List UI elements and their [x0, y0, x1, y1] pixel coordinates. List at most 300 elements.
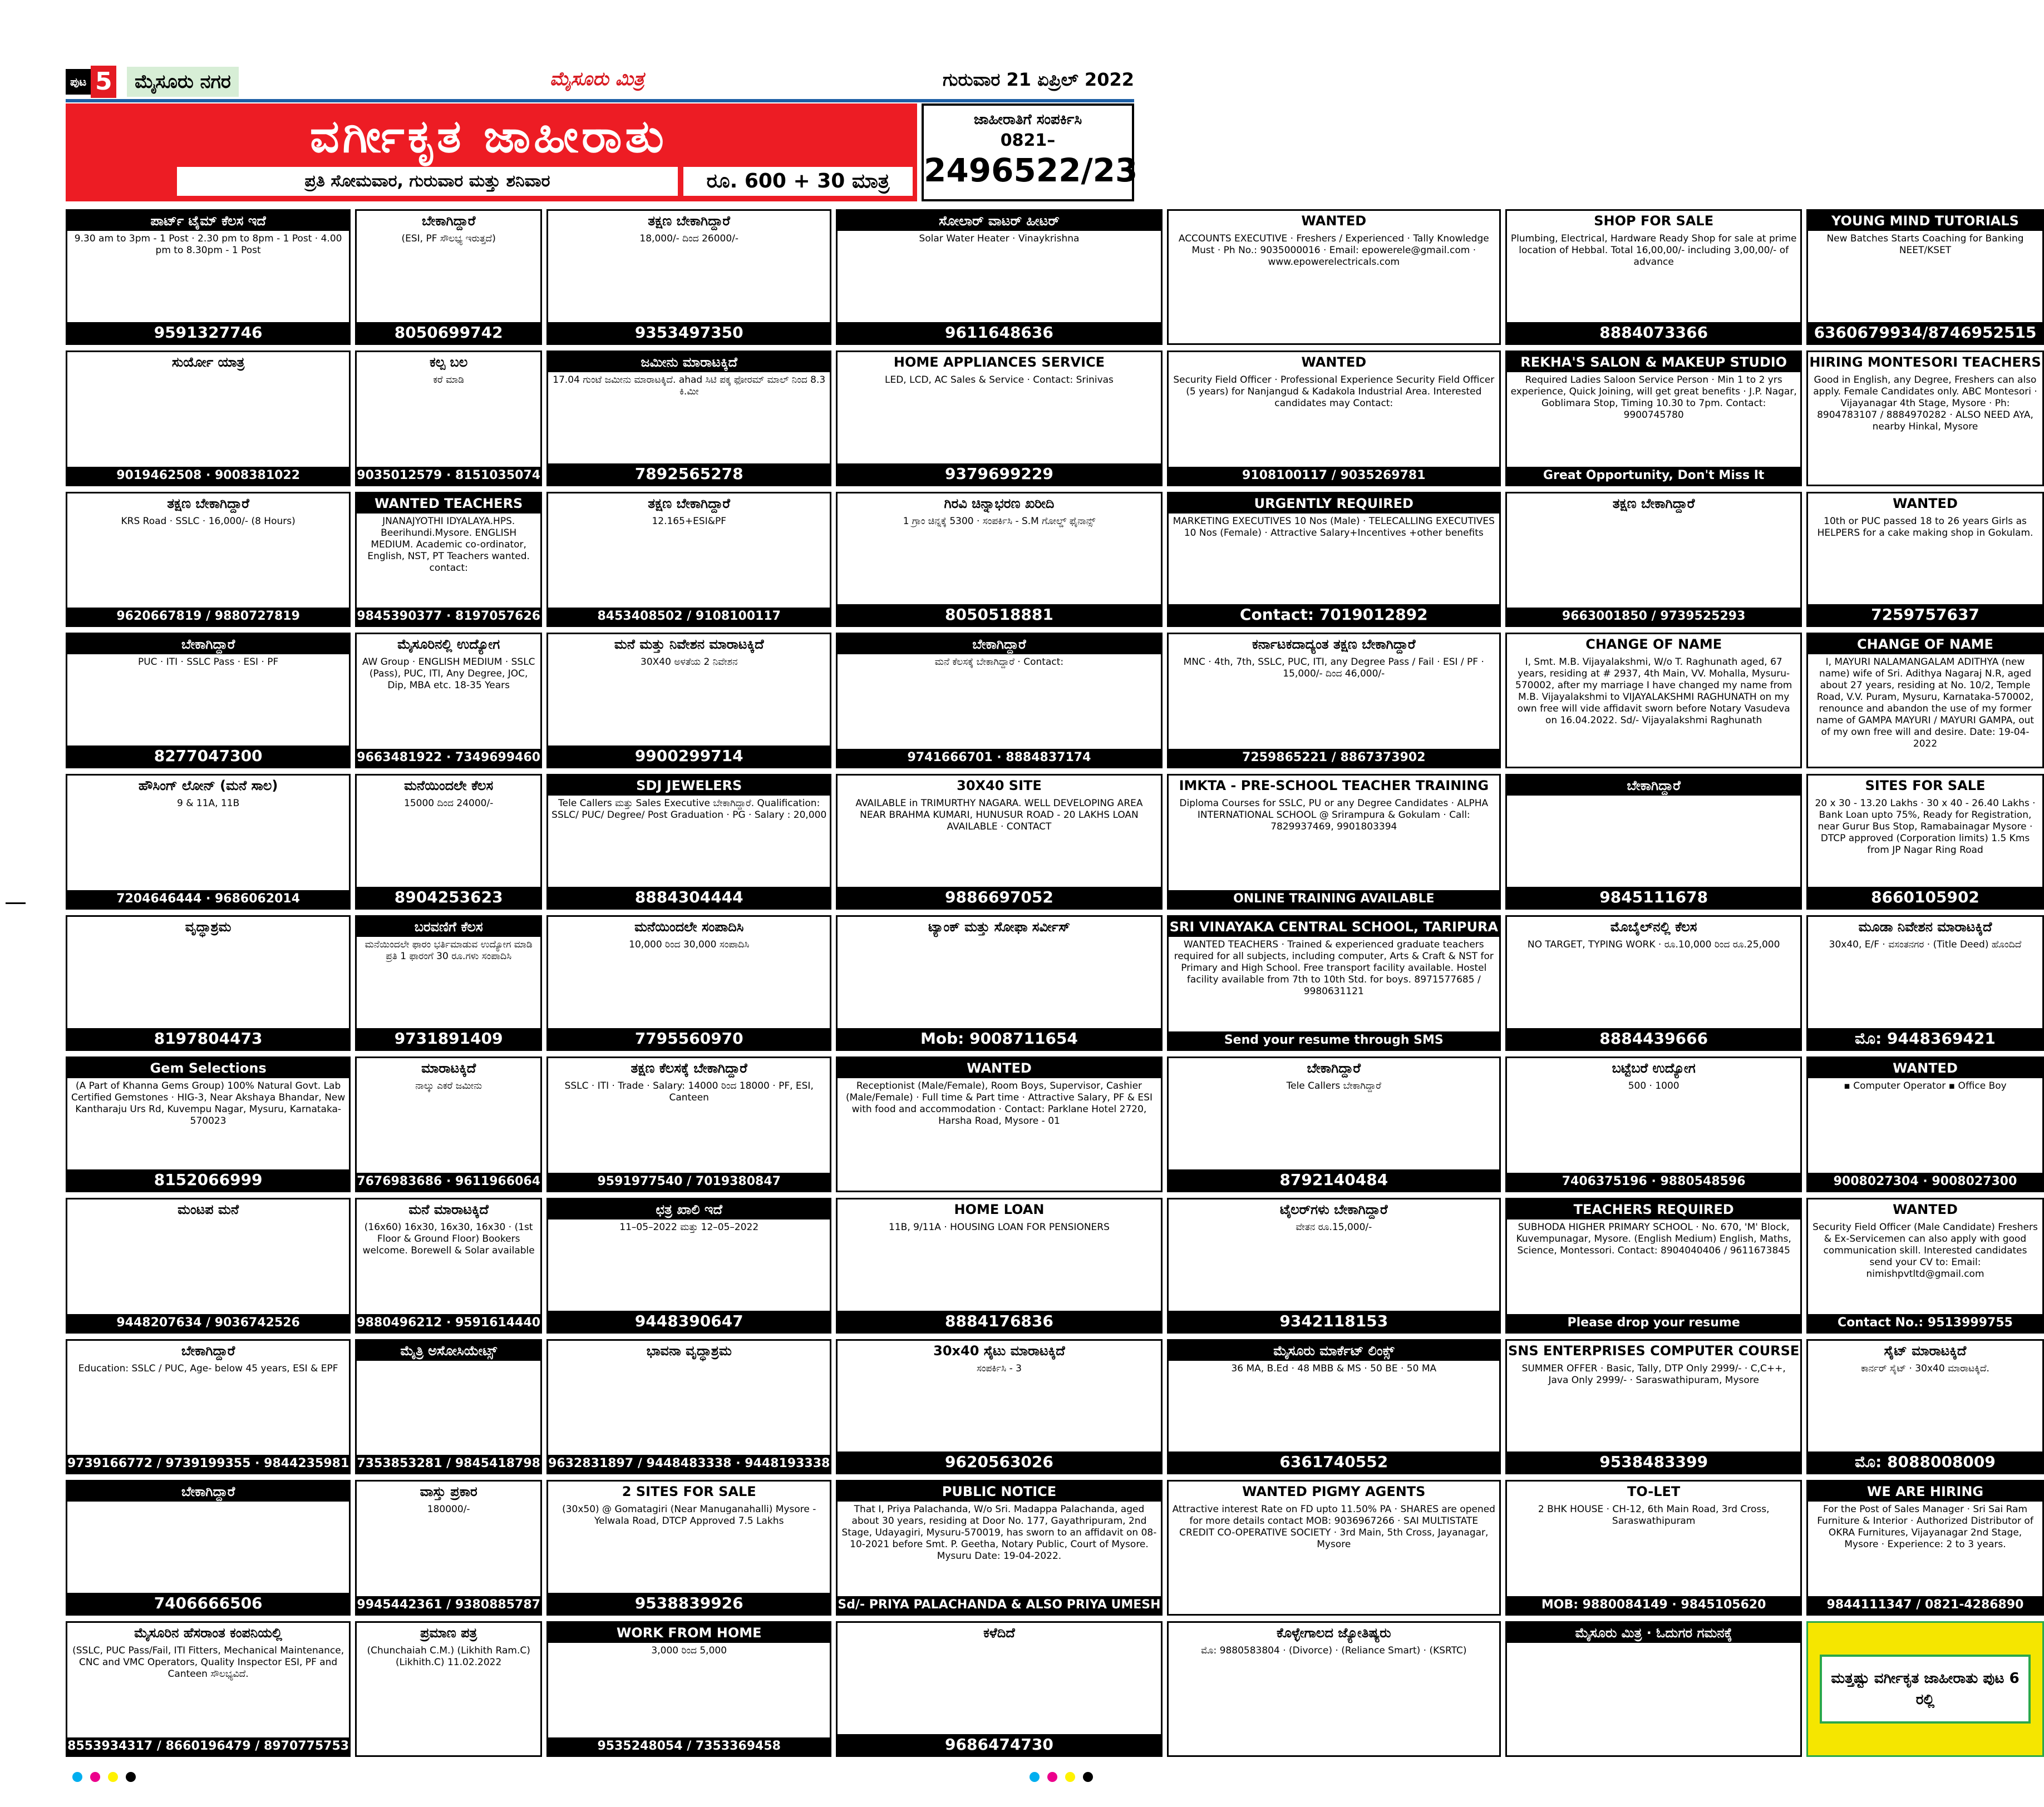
ad-heading: HOME LOAN [954, 1201, 1045, 1217]
contact-code: 0821– [1000, 131, 1056, 150]
ad-body: Security Field Officer (Male Candidate) Freshers & Ex-Servicemen can also apply with good communication skill. Interested candidates send your CV to: Email: nimishpvtltd@gmail.com [1812, 1221, 2038, 1280]
classified-ad [1167, 915, 1501, 1051]
ad-phone: Contact No.: 9513999755 [1808, 1314, 2042, 1332]
banner-subtitle: ಪ್ರತಿ ಸೋಮವಾರ, ಗುರುವಾರ ಮತ್ತು ಶನಿವಾರ [177, 167, 678, 196]
ad-body: JNANAJYOTHI IDYALAYA.HPS. Beerihundi.Mysore. ENGLISH MEDIUM. Academic co-ordinator, English, NST, PT Teachers wanted. contact: [367, 515, 530, 574]
ad-body: Security Field Officer · Professional Experience Security Field Officer (5 years) for Nanjangud & Kadakola Industrial Area. Interested candidates may Contact: [1173, 374, 1495, 409]
ad-phone: 9739166772 / 9739199355 · 9844235981 [67, 1455, 349, 1473]
ad-phone: 7676983686 · 9611966064 [357, 1173, 540, 1191]
registration-dots-left [72, 1772, 136, 1782]
ad-heading: ವೃದ್ಧಾಶ್ರಮ [185, 919, 232, 935]
ad-body: ನಾಲ್ಕು ಎಕರೆ ಜಮೀನು [415, 1080, 482, 1092]
ad-body: MARKETING EXECUTIVES 10 Nos (Male) · TELECALLING EXECUTIVES 10 Nos (Female) · Attractive Salary+Incentives +other benefits [1173, 515, 1495, 539]
ad-body: Receptionist (Male/Female), Room Boys, Supervisor, Cashier (Male/Female) · Full time & Part time · Attractive Salary, PF & ESI with food and accommodation · Contact: Parklane Hotel 2720, Harsha Road, Mysore - 01 [845, 1080, 1152, 1127]
ad-continuation-notice: ಮತ್ತಷ್ಟು ವರ್ಗೀಕೃತ ಜಾಹೀರಾತು ಪುಟ 6 ರಲ್ಲಿ [1820, 1655, 2030, 1724]
ad-phone: 8660105902 [1808, 887, 2042, 908]
ad-phone: 8453408502 / 9108100117 [548, 608, 830, 625]
ad-body: 30X40 ಅಳತೆಯ 2 ನಿವೇಶನ [641, 656, 738, 668]
ad-phone: 9731891409 [357, 1028, 540, 1049]
classified-ad [546, 1339, 831, 1475]
ad-body: 30x40, E/F · ವಸಂತನಗರ · (Title Deed) ಹೊಂದಿದೆ [1829, 939, 2022, 951]
classified-ad [1505, 1056, 1802, 1192]
ad-heading: CHANGE OF NAME [1585, 636, 1722, 653]
ad-phone: MOB: 9880084149 · 9845105620 [1507, 1596, 1800, 1614]
ad-phone: 7259757637 [1808, 604, 2042, 625]
masthead-logo: ಮೈಸೂರು ಮಿತ್ರ [550, 68, 644, 90]
ad-body: (Chunchaiah C.M.) (Likhith Ram.C) (Likhith.C) 11.02.2022 [367, 1645, 530, 1668]
page-header [66, 66, 1134, 99]
ad-heading: ಬೇಕಾಗಿದ್ದಾರೆ [838, 634, 1160, 654]
classified-ad [1806, 1056, 2043, 1192]
ad-heading: TEACHERS REQUIRED [1507, 1199, 1800, 1220]
ad-body: (A Part of Khanna Gems Group) 100% Natural Govt. Lab Certified Gemstones · HIG-3, Near Akshaya Bhandar, New Kantharaju Urs Rd, Kuvempu Nagar, Mysuru, Karnataka-570023 [71, 1080, 346, 1127]
ad-phone: 8050518881 [838, 604, 1160, 625]
ad-phone: 8904253623 [357, 887, 540, 908]
ad-body: ಮನೆಯಿಂದಲೇ ಫಾರಂ ಭರ್ತಿಮಾಡುವ ಉದ್ಯೋಗ ಮಾಡಿ ಪ್ರತಿ 1 ಫಾರಂಗೆ 30 ರೂ.ಗಳು ಸಂಪಾದಿಸಿ [365, 939, 533, 962]
ad-phone: 9686474730 [838, 1734, 1160, 1755]
ad-body: Tele Callers ಬೇಕಾಗಿದ್ದಾರೆ [1286, 1080, 1381, 1092]
classified-ad [66, 492, 351, 628]
classified-ad [66, 1480, 351, 1616]
ad-body: 17.04 ಗುಂಟೆ ಜಮೀನು ಮಾರಾಟಕ್ಕಿದೆ. ahad ಸಿಟಿ ಪಕ್ಕ ಫೋರಮ್ ಮಾಲ್ ನಿಂದ 8.3 ಕಿ.ಮೀ [553, 374, 826, 397]
classified-ad [1505, 915, 1802, 1051]
ad-heading: WE ARE HIRING [1808, 1482, 2042, 1502]
ad-phone: Mob: 9008711654 [838, 1028, 1160, 1049]
ad-heading: ಛತ್ರ ಖಾಲಿ ಇದೆ [548, 1199, 830, 1220]
classified-ad [546, 1621, 831, 1757]
ad-body: Tele Callers ಮತ್ತು Sales Executive ಬೇಕಾಗಿದ್ದಾರೆ. Qualification: SSLC/ PUC/ Degree/ Post Graduation · PG · Salary : 20,000 [551, 798, 827, 821]
ad-heading: ಮೈಸೂರು ಮಿತ್ರ · ಓದುಗರ ಗಮನಕ್ಕೆ [1507, 1623, 1800, 1643]
ad-heading: ಮನೆ ಮಾರಾಟಕ್ಕಿದೆ [408, 1201, 489, 1217]
ad-body: 36 MA, B.Ed · 48 MBB & MS · 50 BE · 50 MA [1231, 1362, 1437, 1374]
header-rule [66, 99, 1134, 102]
ad-heading: HOME APPLIANCES SERVICE [893, 354, 1105, 370]
classified-ad [355, 1339, 542, 1475]
ad-phone: 9611648636 [838, 322, 1160, 343]
page-word: ಪುಟ [66, 69, 91, 95]
classified-ad [1167, 209, 1501, 345]
ad-phone: 9741666701 · 8884837174 [838, 749, 1160, 767]
classified-ad [836, 492, 1162, 628]
classified-ad [1167, 492, 1501, 628]
page-number-block [66, 66, 116, 98]
ad-body: 10th or PUC passed 18 to 26 years Girls as HELPERS for a cake making shop in Gokulam. [1817, 515, 2033, 539]
classified-ad [1806, 633, 2043, 768]
classified-ad [355, 774, 542, 910]
ad-phone: 8884176836 [838, 1311, 1160, 1332]
issue-date: ಗುರುವಾರ 21 ಏಪ್ರಿಲ್ 2022 [942, 69, 1134, 90]
classified-ad [1505, 774, 1802, 910]
ad-phone: 8792140484 [1169, 1169, 1499, 1191]
ad-phone: 9448390647 [548, 1311, 830, 1332]
ad-body: ▪ Computer Operator ▪ Office Boy [1844, 1080, 2007, 1092]
classified-ad [66, 774, 351, 910]
classified-ad [836, 915, 1162, 1051]
ad-heading: ಮೈಸೂರಿನಲ್ಲಿ ಉದ್ಯೋಗ [397, 636, 500, 653]
classified-ad [1806, 350, 2043, 486]
ad-body: 11B, 9/11A · HOUSING LOAN FOR PENSIONERS [889, 1221, 1110, 1233]
ad-heading: ಗಿರವಿ ಚಿನ್ನಾಭರಣ ಖರೀದಿ [944, 495, 1055, 511]
ad-phone: 9035012579 · 8151035074 [357, 467, 540, 485]
ad-heading: ಮೊಬೈಲ್‌ನಲ್ಲಿ ಕೆಲಸ [1610, 919, 1697, 935]
ad-body [67, 937, 349, 1028]
ad-heading: ಮೂಡಾ ನಿವೇಶನ ಮಾರಾಟಕ್ಕಿದೆ [1858, 919, 1992, 935]
ad-phone: 9108100117 / 9035269781 [1169, 467, 1499, 485]
classified-ad [546, 1198, 831, 1334]
classified-ad [546, 209, 831, 345]
ad-heading: ತಕ್ಷಣ ಕೆಲಸಕ್ಕೆ ಬೇಕಾಗಿದ್ದಾರೆ [631, 1060, 747, 1076]
magenta-dot [1047, 1772, 1057, 1782]
classified-ad [836, 1621, 1162, 1757]
ad-body: SSLC · ITI · Trade · Salary: 14000 ರಿಂದ 18000 · PF, ESI, Canteen [564, 1080, 814, 1103]
ad-body [838, 1643, 1160, 1734]
ad-body: SUBHODA HIGHER PRIMARY SCHOOL · No. 670, 'M' Block, Kuvempunagar, Mysore. (English Medium) English, Maths, Science, Montessori. Contact: 8904040406 / 9611673845 [1516, 1221, 1791, 1256]
classified-ad [836, 209, 1162, 345]
ad-body: (SSLC, PUC Pass/Fail, ITI Fitters, Mechanical Maintenance, CNC and VMC Operators, Quality Inspector ESI, PF and Canteen ಸೌಲಭ್ಯವಿದೆ. [72, 1645, 344, 1680]
ad-heading: WANTED [838, 1058, 1160, 1078]
ad-heading: ಬೇಕಾಗಿದ್ದಾರೆ [67, 634, 349, 654]
ad-phone: 9448207634 / 9036742526 [67, 1314, 349, 1332]
ad-body: 20 x 30 - 13.20 Lakhs · 30 x 40 - 26.40 Lakhs · Bank Loan upto 75%, Ready for Registration, near Gurur Bus Stop, Ramabainagar Mysore · DTCP approved (Corporation limits) 1.5 Kms from JP Nagar Ring Road [1815, 798, 2036, 856]
ad-heading: ಪಾರ್ಟ್ ಟೈಮ್ ಕೆಲಸ ಇದೆ [67, 211, 349, 231]
ad-heading: PUBLIC NOTICE [838, 1482, 1160, 1502]
ad-body: 18,000/- ದಿಂದ 26000/- [639, 233, 739, 244]
ad-phone: 6360679934/8746952515 [1808, 322, 2042, 343]
ad-phone: 8197804473 [67, 1028, 349, 1049]
ad-phone: 8152066999 [67, 1169, 349, 1191]
ad-heading: ಮೈಸೂರು ಮಾರ್ಕೆಟ್ ಲಿಂಕ್ಸ್ [1169, 1341, 1499, 1361]
classified-ad [836, 1056, 1162, 1192]
ad-heading: ಬರವಣಿಗೆ ಕೆಲಸ [357, 917, 540, 937]
classified-ad [66, 1056, 351, 1192]
ad-body: ಸಂಪರ್ಕಿಸಿ - 3 [976, 1362, 1022, 1374]
ad-heading: SDJ JEWELERS [548, 776, 830, 796]
classified-ad [1167, 633, 1501, 768]
classified-ad [1167, 1621, 1501, 1757]
ad-heading: ತಕ್ಷಣ ಬೇಕಾಗಿದ್ದಾರೆ [648, 495, 731, 511]
ad-phone: 9353497350 [548, 322, 830, 343]
ad-phone: Send your resume through SMS [1169, 1031, 1499, 1049]
page-number: 5 [91, 66, 116, 98]
ad-heading: ಬೇಕಾಗಿದ್ದಾರೆ [1507, 776, 1800, 796]
ad-heading: 30x40 ಸೈಟು ಮಾರಾಟಕ್ಕಿದೆ [933, 1342, 1065, 1359]
ad-heading: ಸೋಲಾರ್ ವಾಟರ್ ಹೀಟರ್ [838, 211, 1160, 231]
ad-body: 3,000 ರಿಂದ 5,000 [651, 1645, 727, 1657]
classified-ads-grid [66, 209, 2041, 1757]
ad-body: (30x50) @ Gomatagiri (Near Manuganahalli) Mysore - Yelwala Road, DTCP Approved 7.5 Lakhs [562, 1504, 816, 1527]
ad-body: 11–05–2022 ಮತ್ತು 12–05–2022 [619, 1221, 759, 1233]
ad-heading: ಮನೆಯಿಂದಲೇ ಸಂಪಾದಿಸಿ [634, 919, 744, 935]
classified-ad [1505, 1621, 1802, 1757]
classified-ad [1167, 1056, 1501, 1192]
classified-ad [355, 1198, 542, 1334]
ad-phone: 8277047300 [67, 745, 349, 767]
ad-heading: WORK FROM HOME [548, 1623, 830, 1643]
ad-body: Diploma Courses for SSLC, PU or any Degree Candidates · ALPHA INTERNATIONAL SCHOOL @ Srirampura & Gokulam · Call: 7829937469, 9901803394 [1179, 798, 1489, 833]
ad-phone: 9342118153 [1169, 1311, 1499, 1332]
classified-ad [66, 1621, 351, 1757]
classified-ad [1505, 633, 1802, 768]
ad-body: Solar Water Heater · Vinaykrishna [919, 233, 1080, 244]
classified-ad [1167, 350, 1501, 486]
classified-ad [1806, 1198, 2043, 1334]
ad-heading: ಬೇಕಾಗಿದ್ದಾರೆ [421, 213, 476, 229]
ad-heading: CHANGE OF NAME [1808, 634, 2042, 654]
classified-ad [1167, 1198, 1501, 1334]
classified-ad [546, 633, 831, 768]
ad-body [67, 1220, 349, 1314]
classified-ad [355, 1480, 542, 1616]
magenta-dot [90, 1772, 100, 1782]
ad-heading: ಹೌಸಿಂಗ್ ಲೋನ್ (ಮನೆ ಸಾಲ) [138, 778, 278, 794]
ad-body: ಕರೆ ಮಾಡಿ [433, 374, 464, 386]
ad-body: For the Post of Sales Manager · Sri Sai Ram Furniture & Interior · Authorized Distributor of OKRA Furnitures, Vijayanagar 2nd Stage, Mysore · Experience: 2 to 3 years. [1817, 1504, 2033, 1551]
cyan-dot [1030, 1772, 1040, 1782]
section-name: ಮೈಸೂರು ನಗರ [127, 67, 239, 97]
ad-body: PUC · ITI · SSLC Pass · ESI · PF [137, 656, 279, 668]
classified-ad [836, 350, 1162, 486]
ad-body: Plumbing, Electrical, Hardware Ready Shop for sale at prime location of Hebbal. Total 16,00,00/- including 3,00,00/- of advance [1510, 233, 1797, 268]
ad-body: ಮನೆ ಕೆಲಸಕ್ಕೆ ಬೇಕಾಗಿದ್ದಾರೆ · Contact: [934, 656, 1064, 668]
classified-ad [1167, 1480, 1501, 1616]
ad-phone: Great Opportunity, Don't Miss It [1507, 467, 1800, 485]
ad-body [357, 1361, 540, 1455]
ad-body: LED, LCD, AC Sales & Service · Contact: Srinivas [885, 374, 1114, 386]
ad-heading: WANTED TEACHERS [357, 493, 540, 514]
classified-ad [546, 1480, 831, 1616]
ad-phone: 7406666506 [67, 1593, 349, 1614]
ad-phone: 9379699229 [838, 463, 1160, 485]
classified-ad [66, 915, 351, 1051]
classified-ad [66, 633, 351, 768]
classified-ad [1505, 492, 1802, 628]
classified-ad [355, 1621, 542, 1757]
classified-ad [1806, 492, 2043, 628]
fold-mark [6, 902, 26, 904]
ad-body [1507, 796, 1800, 887]
contact-label: ಜಾಹೀರಾತಿಗೆ ಸಂಪರ್ಕಿಸಿ [973, 111, 1082, 128]
classified-ad [546, 915, 831, 1051]
classified-ad [836, 1480, 1162, 1616]
contact-phone: 2496522/23 [924, 151, 1138, 189]
ad-heading: ಪ್ರಮಾಣ ಪತ್ರ [420, 1625, 477, 1641]
ad-body: AVAILABLE in TRIMURTHY NAGARA. WELL DEVELOPING AREA NEAR BRAHMA KUMARI, HUNUSUR ROAD - 20 LAKHS LOAN AVAILABLE · CONTACT [855, 798, 1143, 833]
ad-body: Attractive interest Rate on FD upto 11.50% PA · SHARES are opened for more details contact MOB: 9036967266 · SAI MULTISTATE CREDIT CO-OPERATIVE SOCIETY · 3rd Main, 5th Cross, Jayanagar, Mysore [1172, 1504, 1495, 1551]
classified-ad [66, 1339, 351, 1475]
ad-phone: 9591977540 / 7019380847 [548, 1173, 830, 1191]
ad-phone: 9845390377 · 8197057626 [357, 608, 540, 625]
ad-phone: 8553934317 / 8660196479 / 8970775753 [67, 1737, 349, 1755]
ad-phone: 9535248054 / 7353369458 [548, 1737, 830, 1755]
ad-body: 15000 ದಿಂದ 24000/- [404, 798, 494, 809]
ad-heading: WANTED [1301, 213, 1367, 229]
ad-phone: 9019462508 · 9008381022 [67, 467, 349, 485]
ad-phone: 7892565278 [548, 463, 830, 485]
black-dot [126, 1772, 136, 1782]
ad-phone: 7259865221 / 8867373902 [1169, 749, 1499, 767]
ad-body [548, 1361, 830, 1455]
ad-body: 1 ಗ್ರಾಂ ಚಿನ್ನಕ್ಕೆ 5300 · ಸಂಪರ್ಕಿಸಿ - S.M ಗೋಲ್ಡ್ ಫೈನಾನ್ಸ್ [903, 515, 1096, 527]
classified-ad [1505, 1198, 1802, 1334]
ad-body: KRS Road · SSLC · 16,000/- (8 Hours) [121, 515, 295, 527]
ad-heading: ಮೈತ್ರಿ ಅಸೋಸಿಯೇಟ್ಸ್ [357, 1341, 540, 1361]
ad-phone: 9538483399 [1507, 1451, 1800, 1473]
ad-body: I, Smt. M.B. Vijayalakshmi, W/o T. Raghunath aged, 67 years, residing at # 2937, 4th Main, VV. Mohalla, Mysuru-570002, after my marriage I have changed my name from M.B. Vijayalakshmi to VIJAYALAKSHMI RAGHUNATH on my own free will vide affidavit sworn before Notary Vasudeva on 16.04.2022. Sd/- Vijayalakshmi Raghunath [1515, 656, 1792, 727]
ad-heading: ಕಳೆದಿದೆ [983, 1625, 1015, 1641]
ad-heading: ತಕ್ಷಣ ಬೇಕಾಗಿದ್ದಾರೆ [167, 495, 249, 511]
ad-heading: Gem Selections [67, 1058, 349, 1078]
ad-body: 10,000 ರಿಂದ 30,000 ಸಂಪಾದಿಸಿ [629, 939, 750, 951]
ad-body: ವೇತನ ರೂ.15,000/- [1296, 1221, 1372, 1233]
ad-heading: SHOP FOR SALE [1594, 213, 1714, 229]
ad-phone: 9591327746 [67, 322, 349, 343]
ad-heading: ಮಾರಾಟಕ್ಕಿದೆ [421, 1060, 476, 1076]
ad-heading: ಬೇಕಾಗಿದ್ದಾರೆ [181, 1342, 235, 1359]
banner-title: ವರ್ಗೀಕೃತ ಜಾಹೀರಾತು [310, 110, 667, 163]
classified-ad [355, 633, 542, 768]
classified-ad [1806, 774, 2043, 910]
ad-body: ಮೊ: 9880583804 · (Divorce) · (Reliance Smart) · (KSRTC) [1201, 1645, 1467, 1657]
ad-body: That I, Priya Palachanda, W/o Sri. Madappa Palachanda, aged about 30 years, residing at Door No. 177, Gayathripuram, 2nd Stage, Udayagiri, Mysuru-570019, has sworn to an affidavit on 08-10-2021 before Smt. P. Geetha, Notary Public, Court of Mysore. Mysuru Date: 19-04-2022. [841, 1504, 1157, 1562]
ad-body: 9.30 am to 3pm - 1 Post · 2.30 pm to 8pm - 1 Post · 4.00 pm to 8.30pm - 1 Post [74, 233, 342, 256]
banner-red-panel [66, 103, 917, 201]
ad-body: 9 & 11A, 11B [177, 798, 240, 809]
classified-ad [836, 633, 1162, 768]
ad-body: NO TARGET, TYPING WORK · ರೂ.10,000 ರಿಂದ ರೂ.25,000 [1527, 939, 1780, 951]
ad-body [1507, 1643, 1800, 1755]
banner-contact-box [922, 103, 1138, 201]
ad-heading: TO-LET [1627, 1484, 1681, 1500]
classified-ad [1806, 1480, 2043, 1616]
ad-heading: REKHA'S SALON & MAKEUP STUDIO [1507, 352, 1800, 372]
ad-phone: Sd/- PRIYA PALACHANDA & ALSO PRIYA UMESH [838, 1596, 1160, 1614]
registration-dots-right [1030, 1772, 1093, 1782]
ad-phone: 8050699742 [357, 322, 540, 343]
ad-heading: WANTED PIGMY AGENTS [1242, 1484, 1426, 1500]
ad-heading: SITES FOR SALE [1865, 778, 1986, 794]
ad-heading: IMKTA - PRE-SCHOOL TEACHER TRAINING [1179, 778, 1489, 794]
ad-phone: 9663001850 / 9739525293 [1507, 608, 1800, 625]
yellow-dot [1065, 1772, 1075, 1782]
classified-ad [546, 350, 831, 486]
classified-ad [546, 492, 831, 628]
ad-heading: URGENTLY REQUIRED [1169, 493, 1499, 514]
ad-phone: 9900299714 [548, 745, 830, 767]
banner-price: ರೂ. 600 + 30 ಮಾತ್ರ [683, 167, 913, 196]
ad-phone: ಮೊ: 9448369421 [1808, 1028, 2042, 1049]
ad-heading: ಮನೆಯಿಂದಲೇ ಕೆಲಸ [404, 778, 494, 794]
ad-heading: ತಕ್ಷಣ ಬೇಕಾಗಿದ್ದಾರೆ [648, 213, 731, 229]
ad-heading: WANTED [1893, 1201, 1958, 1217]
classified-ad [355, 915, 542, 1051]
ad-phone: 8884439666 [1507, 1028, 1800, 1049]
black-dot [1083, 1772, 1093, 1782]
ad-phone: 9886697052 [838, 887, 1160, 908]
classified-ad [1505, 1339, 1802, 1475]
ad-body: Required Ladies Saloon Service Person · Min 1 to 2 yrs experience, Quick Joining, will get great benefits · J.P. Nagar, Goblimara Stop, Timing 10.30 to 7pm. Contact: 9900745780 [1510, 374, 1797, 421]
classified-ad [1806, 209, 2043, 345]
ad-body: 180000/- [427, 1504, 470, 1515]
ad-heading: ಜಮೀನು ಮಾರಾಟಕ್ಕಿದೆ [548, 352, 830, 372]
ad-body: 2 BHK HOUSE · CH-12, 6th Main Road, 3rd Cross, Saraswathipuram [1538, 1504, 1770, 1527]
ad-phone: 9845111678 [1507, 887, 1800, 908]
classified-ad [836, 1198, 1162, 1334]
ad-heading: ಬೇಕಾಗಿದ್ದಾರೆ [67, 1482, 349, 1502]
ad-heading: HIRING MONTESORI TEACHERS [1809, 354, 2041, 370]
ad-heading: ತಕ್ಷಣ ಬೇಕಾಗಿದ್ದಾರೆ [1612, 495, 1695, 511]
ad-body: (16x60) 16x30, 16x30, 16x30 · (1st Floor & Ground Floor) Bookers welcome. Borewell & Solar available [362, 1221, 535, 1256]
ad-heading: ಕಲ್ಪ ಬಲ [430, 354, 468, 370]
classified-ad [836, 1339, 1162, 1475]
ad-heading: WANTED [1893, 495, 1958, 511]
ad-body: SUMMER OFFER · Basic, Tally, DTP Only 2999/- · C,C++, Java Only 2999/- · Saraswathipuram, Mysore [1521, 1362, 1786, 1386]
ad-body [1507, 514, 1800, 608]
classified-ad [355, 350, 542, 486]
ad-heading: ವಾಸ್ತು ಪ್ರಕಾರ [420, 1484, 477, 1500]
ad-phone: 9620563026 [838, 1451, 1160, 1473]
ad-heading: ಟ್ಯಾಂಕ್ ಮತ್ತು ಸೋಫಾ ಸರ್ವೀಸ್ [928, 919, 1070, 935]
classified-ad [66, 350, 351, 486]
ad-body: ಕಾರ್ನರ್ ಸೈಟ್ · 30x40 ಮಾರಾಟಕ್ಕಿದೆ. [1861, 1362, 1989, 1374]
ad-phone: ಮೊ: 8088008009 [1808, 1451, 2042, 1473]
ad-phone: 9008027304 · 9008027300 [1808, 1173, 2042, 1191]
ad-phone: Please drop your resume [1507, 1314, 1800, 1332]
classified-ad [1167, 1339, 1501, 1475]
ad-phone: 9945442361 / 9380885787 [357, 1596, 540, 1614]
ad-body: Good in English, any Degree, Freshers can also apply. Female Candidates only. ABC Montesori · Vijayanagar 4th Stage, Mysore · Ph: 8904783107 / 8884970282 · ALSO NEED AYA, nearby Hinkal, Mysore [1813, 374, 2037, 432]
classified-ad [1806, 915, 2043, 1051]
ad-body: WANTED TEACHERS · Trained & experienced graduate teachers required for all subjects, including computer, Arts & Craft & NST for Primary and High School. Free transport facility available. Hostel facility available from 7th to 10th Std. for boys. 8971577685 / 9980631121 [1174, 939, 1494, 998]
ad-phone: 9620667819 / 9880727819 [67, 608, 349, 625]
ad-heading: ಮೈಸೂರಿನ ಹೆಸರಾಂತ ಕಂಪನಿಯಲ್ಲಿ [134, 1625, 283, 1641]
ad-heading: ಮನೆ ಮತ್ತು ನಿವೇಶನ ಮಾರಾಟಕ್ಕಿದೆ [614, 636, 764, 653]
ad-phone: 9844111347 / 0821-4286890 [1808, 1596, 2042, 1614]
classified-ad [546, 774, 831, 910]
ad-heading: WANTED [1808, 1058, 2042, 1078]
ad-heading: 2 SITES FOR SALE [622, 1484, 756, 1500]
classified-ad [1167, 774, 1501, 910]
ad-body [67, 1502, 349, 1593]
ad-heading: ಸುರ್ಯೋ ಯಾತ್ರ [171, 354, 245, 370]
ad-body: MNC · 4th, 7th, SSLC, PUC, ITI, any Degree Pass / Fail · ESI / PF · 15,000/- ದಿಂದ 46,000/- [1183, 656, 1484, 680]
classified-ad [355, 492, 542, 628]
ad-phone: 7406375196 · 9880548596 [1507, 1173, 1800, 1191]
ad-heading: ಟೈಲರ್‌ಗಳು ಬೇಕಾಗಿದ್ದಾರೆ [1279, 1201, 1388, 1217]
ad-phone: 7353853281 / 9845418798 [357, 1455, 540, 1473]
classified-ad [355, 209, 542, 345]
ad-phone: 9880496212 · 9591614440 [357, 1314, 540, 1332]
ad-body: (ESI, PF ಸೌಲಭ್ಯ ಇರುತ್ತದೆ) [401, 233, 496, 244]
cyan-dot [72, 1772, 82, 1782]
ad-heading: ಬೇಕಾಗಿದ್ದಾರೆ [1307, 1060, 1361, 1076]
ad-body: 12.165+ESI&PF [652, 515, 726, 527]
ad-body: New Batches Starts Coaching for Banking NEET/KSET [1826, 233, 2024, 256]
ad-body: Education: SSLC / PUC, Age- below 45 years, ESI & EPF [78, 1362, 338, 1374]
ad-heading: WANTED [1301, 354, 1367, 370]
ad-heading: 30X40 SITE [957, 778, 1042, 794]
ad-heading: ಮಂಟಪ ಮನೆ [178, 1201, 239, 1217]
ad-body: 500 · 1000 [1628, 1080, 1679, 1092]
ad-phone: 9663481922 · 7349699460 [357, 749, 540, 767]
ad-body: AW Group · ENGLISH MEDIUM · SSLC (Pass), PUC, ITI, Any Degree, JOC, Dip, MBA etc. 18-35 Years [362, 656, 535, 692]
ad-phone: 7795560970 [548, 1028, 830, 1049]
ad-heading: SRI VINAYAKA CENTRAL SCHOOL, TARIPURA [1169, 917, 1499, 937]
classified-ad [1505, 209, 1802, 345]
ad-phone: ONLINE TRAINING AVAILABLE [1169, 890, 1499, 908]
classified-ad [66, 209, 351, 345]
ad-phone: 8884304444 [548, 887, 830, 908]
ad-phone: 6361740552 [1169, 1451, 1499, 1473]
